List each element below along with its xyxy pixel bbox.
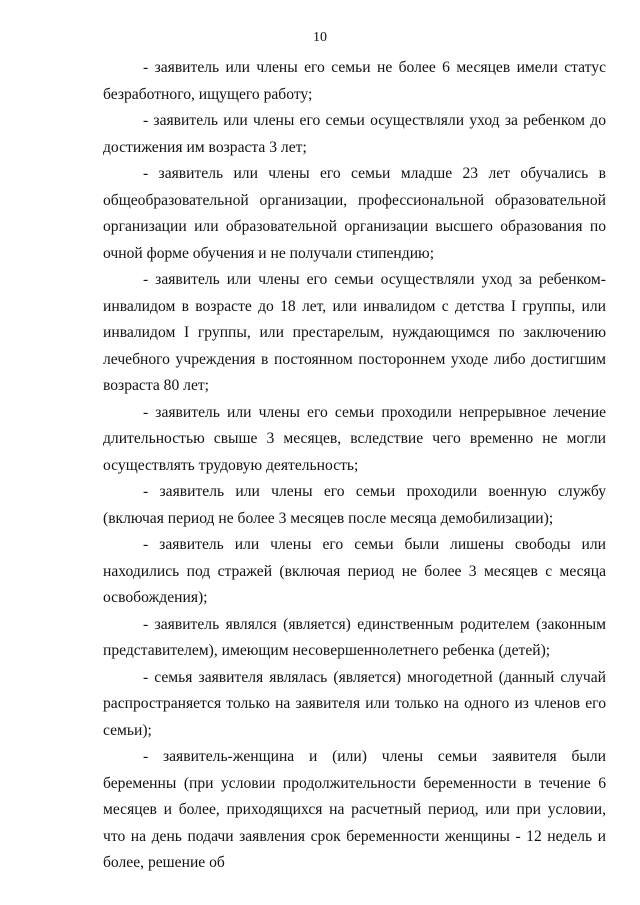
paragraph: - заявитель или члены его семьи были лишены свободы или находились под стражей (включая период не более 3 месяцев с месяца освобождения); — [103, 536, 606, 606]
paragraph: - заявитель или члены его семьи проходили военную службу (включая период не более 3 месяцев после месяца демобилизации); — [103, 483, 606, 527]
document-body — [103, 55, 606, 877]
paragraph: - заявитель или члены его семьи осуществляли уход за ребенком до достижения им возраста 3 лет; — [103, 112, 606, 156]
paragraph: - заявитель-женщина и (или) члены семьи заявителя были беременны (при условии продолжительности беременности в течение 6 месяцев и более, приходящихся на расчетный период, или при условии, что на день подачи заявления срок беременности женщины - 12 недель и более, решение об — [103, 748, 606, 871]
paragraph: - заявитель являлся (является) единственным родителем (законным представителем), имеющим несовершеннолетнего ребенка (детей); — [103, 615, 606, 659]
paragraph: - заявитель или члены его семьи младше 23 лет обучались в общеобразовательной организации, профессиональной образовательной организации или образовательной организации высшего образования по очной форме обучения и не получали стипендию; — [103, 165, 606, 262]
paragraph: - заявитель или члены его семьи проходили непрерывное лечение длительностью свыше 3 месяцев, вследствие чего временно не могли осуществлять трудовую деятельность; — [103, 403, 606, 474]
paragraph: - заявитель или члены его семьи осуществляли уход за ребенком-инвалидом в возрасте до 18 лет, или инвалидом с детства I группы, или инвалидом I группы, или престарелым, нуждающимся по заключению лечебного учреждения в постоянном постороннем уходе либо достигшим возраста 80 лет; — [103, 271, 606, 394]
paragraph: - заявитель или члены его семьи не более 6 месяцев имели статус безработного, ищущего работу; — [103, 59, 606, 103]
paragraph: - семья заявителя являлась (является) многодетной (данный случай распространяется только на заявителя или только на одного из членов его семьи); — [103, 668, 606, 739]
page-number: 10 — [313, 30, 327, 45]
